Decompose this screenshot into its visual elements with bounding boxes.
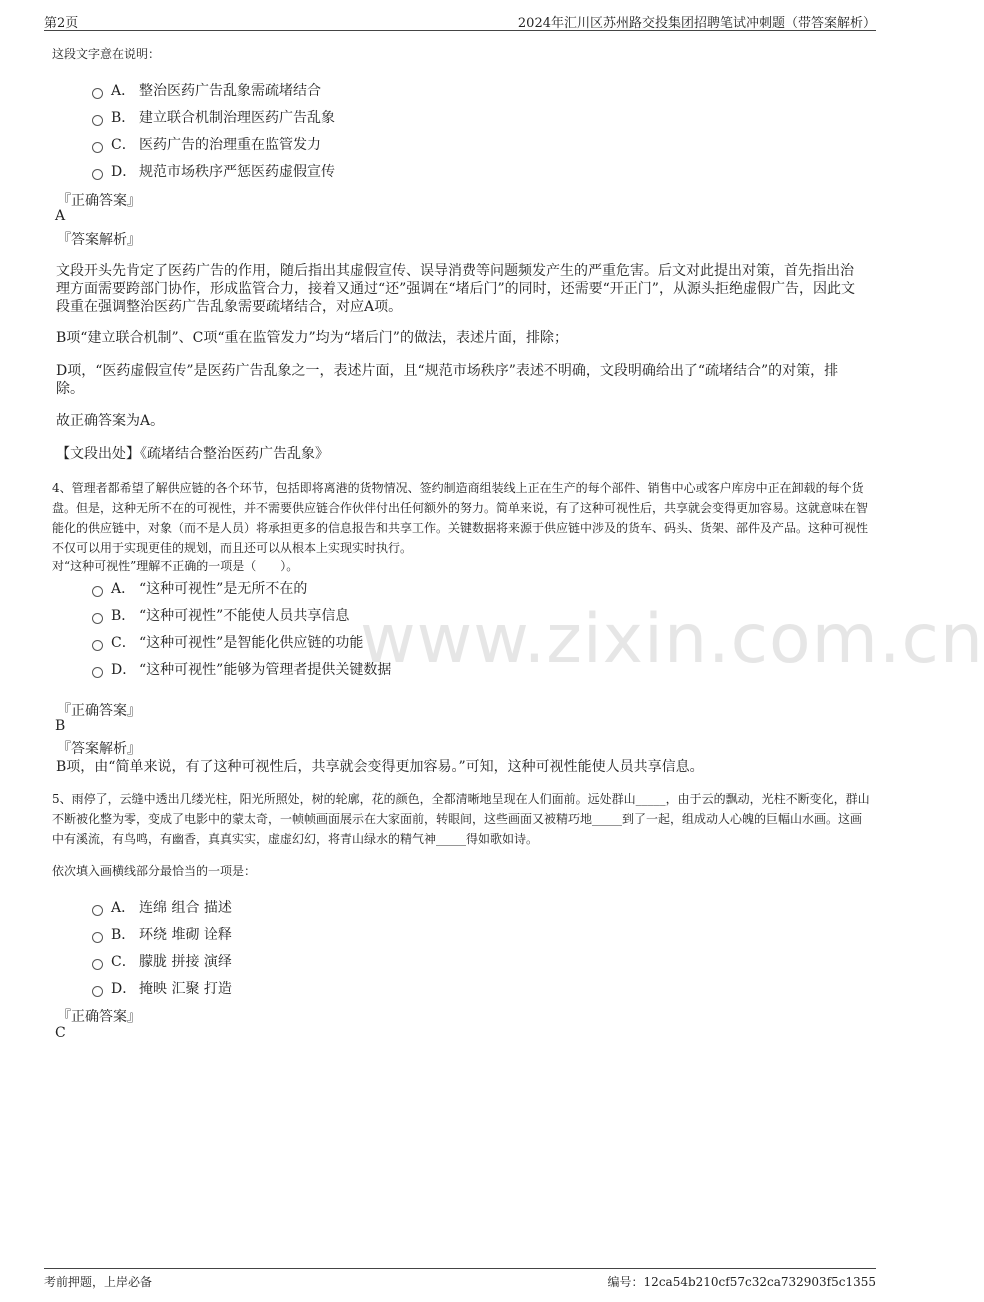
q3-option-d[interactable]: D． 规范市场秩序严惩医药虚假宣传 xyxy=(92,161,335,181)
q5-stem: 5、雨停了，云缝中透出几缕光柱，阳光所照处，树的轮廓，花的颜色，全都清晰地呈现在人们面前。远处群山_____，由于云的飘动，光柱不断变化，群山不断被化整为零，变成了电影中的蒙太奇，一帧帧画面展示在大家面前，转眼间，这些画面又被精巧地_____到了一起，组成动人心魄的巨幅山水画。这画中有溪流，有鸟鸣，有幽香，真真实实，虚虚幻幻，将青山绿水的精气神_____得如歌如诗。 xyxy=(52,792,870,846)
q3-stem-tail: 这段文字意在说明： xyxy=(52,47,161,61)
q3-analysis-para-1: 文段开头先肯定了医药广告的作用，随后指出其虚假宣传、误导消费等问题频发产生的严重危害。后文对此提出对策，首先指出治理方面需要跨部门协作，形成监管合力，接着又通过“还”强调在“堵后门”的同时，还需要“开正门”，从源头拒绝虚假广告，因此文段重在强调整治医药广告乱象需要疏堵结合，对应A项。 xyxy=(56,263,855,315)
radio-icon[interactable] xyxy=(92,169,103,180)
q5-option-d[interactable]: D． 掩映 汇聚 打造 xyxy=(92,978,232,998)
radio-icon[interactable] xyxy=(92,905,103,916)
page-header xyxy=(44,10,876,31)
q3-answer: A xyxy=(55,208,66,224)
radio-icon[interactable] xyxy=(92,142,103,153)
q4-question: 对“这种可视性”理解不正确的一项是（ ）。 xyxy=(52,559,299,573)
q4-option-d[interactable]: D． “这种可视性”能够为管理者提供关键数据 xyxy=(92,659,391,679)
document-title: 2024年汇川区苏州路交投集团招聘笔试冲刺题（带答案解析） xyxy=(517,16,876,31)
q3-source: 【文段出处】《疏堵结合整治医药广告乱象》 xyxy=(56,446,329,462)
q4-stem: 4、管理者都希望了解供应链的各个环节，包括即将离港的货物情况、签约制造商组装线上正在生产的每个部件、销售中心或客户库房中正在卸载的每个货盘。但是，这种无所不在的可视性，并不需要供应链合作伙伴付出任何额外的努力。简单来说，有了这种可视性后，共享就会变得更加容易。这就意味在智能化的供应链中，对象（而不是人员）将承担更多的信息报告和共享工作。关键数据将来源于供应链中涉及的货车、码头、货架、部件及产品。这种可视性不仅可以用于实现更佳的规划，而且还可以从根本上实现实时执行。 xyxy=(52,481,869,555)
q4-option-a[interactable]: A． “这种可视性”是无所不在的 xyxy=(92,578,307,598)
q5-question: 依次填入画横线部分最恰当的一项是： xyxy=(52,864,257,878)
footer-slogan: 考前押题，上岸必备 xyxy=(44,1275,153,1289)
q5-answer: C xyxy=(55,1025,66,1041)
q4-analysis-label: 『答案解析』 xyxy=(57,741,141,757)
radio-icon[interactable] xyxy=(92,613,103,624)
q5-option-b[interactable]: B． 环绕 堆砌 诠释 xyxy=(92,924,232,944)
radio-icon[interactable] xyxy=(92,115,103,126)
q4-answer: B xyxy=(55,718,66,734)
q3-option-c[interactable]: C． 医药广告的治理重在监管发力 xyxy=(92,134,321,154)
radio-icon[interactable] xyxy=(92,932,103,943)
q4-option-c[interactable]: C． “这种可视性”是智能化供应链的功能 xyxy=(92,632,363,652)
page-footer xyxy=(44,1268,876,1291)
q3-option-b[interactable]: B． 建立联合机制治理医药广告乱象 xyxy=(92,107,335,127)
radio-icon[interactable] xyxy=(92,986,103,997)
radio-icon[interactable] xyxy=(92,640,103,651)
q4-option-b[interactable]: B． “这种可视性”不能使人员共享信息 xyxy=(92,605,349,625)
q4-analysis: B项，由“简单来说，有了这种可视性后，共享就会变得更加容易。”可知，这种可视性能使人员共享信息。 xyxy=(56,759,704,775)
radio-icon[interactable] xyxy=(92,959,103,970)
q3-analysis-para-2: B项“建立联合机制”、C项“重在监管发力”均为“堵后门”的做法，表述片面，排除； xyxy=(56,330,568,346)
radio-icon[interactable] xyxy=(92,88,103,99)
q4-answer-label: 『正确答案』 xyxy=(57,703,141,719)
q3-answer-label: 『正确答案』 xyxy=(57,193,141,209)
watermark: www.zixin.com.cn xyxy=(360,600,984,679)
q3-analysis-label: 『答案解析』 xyxy=(57,232,141,248)
radio-icon[interactable] xyxy=(92,667,103,678)
radio-icon[interactable] xyxy=(92,586,103,597)
q5-answer-label: 『正确答案』 xyxy=(57,1009,141,1025)
q3-option-a[interactable]: A． 整治医药广告乱象需疏堵结合 xyxy=(92,80,321,100)
q3-analysis-para-4: 故正确答案为A。 xyxy=(56,413,165,429)
q3-analysis-para-3: D项，“医药虚假宣传”是医药广告乱象之一，表述片面，且“规范市场秩序”表述不明确，文段明确给出了“疏堵结合”的对策，排除。 xyxy=(56,363,839,397)
document-id: 编号：12ca54b210cf57c32ca732903f5c1355 xyxy=(607,1275,876,1289)
q5-option-a[interactable]: A． 连绵 组合 描述 xyxy=(92,897,232,917)
page-number: 第2页 xyxy=(44,16,79,31)
q5-option-c[interactable]: C． 朦胧 拼接 演绎 xyxy=(92,951,232,971)
